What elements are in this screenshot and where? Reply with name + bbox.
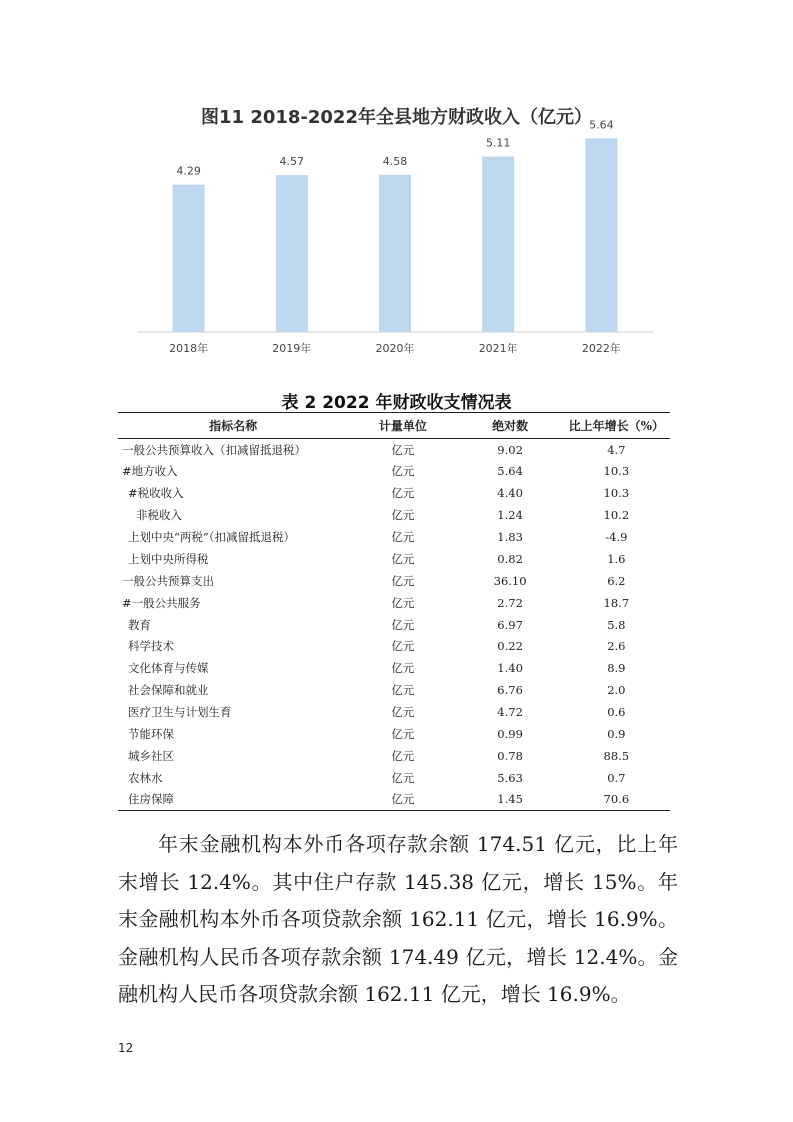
row-growth-cell: 8.9 — [607, 661, 626, 676]
row-growth-cell: 10.3 — [603, 464, 630, 479]
table-row — [118, 439, 670, 461]
row-unit-cell: 亿元 — [391, 595, 415, 610]
table-row — [118, 701, 670, 723]
row-value-cell: 0.22 — [497, 639, 523, 654]
finance-table — [118, 412, 670, 811]
row-name-cell: 一般公共预算支出 — [122, 573, 214, 588]
row-value-cell: 1.40 — [497, 661, 523, 676]
row-growth-cell: 10.3 — [603, 486, 630, 501]
row-growth-cell: 70.6 — [563, 789, 670, 811]
row-name-cell: 农林水 — [128, 770, 163, 785]
row-growth-cell: 4.7 — [607, 442, 626, 457]
row-name-cell: 上划中央所得税 — [128, 551, 209, 566]
row-name-cell: 一般公共预算收入（扣减留抵退税） — [122, 442, 306, 457]
row-unit-cell: 亿元 — [391, 705, 415, 720]
bar-4 — [585, 138, 617, 332]
row-name-cell: 上划中央“两税”（扣减留抵退税） — [128, 530, 296, 544]
row-name-cell: 社会保障和就业 — [128, 683, 209, 698]
bar-2 — [379, 175, 411, 332]
row-name-cell: 节能环保 — [128, 727, 174, 742]
row-growth-cell: 0.6 — [607, 705, 626, 720]
row-unit-cell: 亿元 — [391, 573, 415, 588]
row-value-cell: 1.24 — [497, 508, 523, 523]
row-growth-cell: 5.8 — [607, 617, 626, 632]
row-growth-cell: 2.6 — [607, 639, 626, 654]
x-tick-label: 2018年 — [169, 342, 209, 355]
table-row — [118, 570, 670, 592]
row-unit-cell: 亿元 — [391, 530, 415, 544]
row-value-cell: 5.63 — [497, 770, 523, 785]
table-row — [118, 614, 670, 636]
row-unit-cell: 亿元 — [348, 789, 457, 811]
row-unit-cell: 亿元 — [391, 508, 415, 523]
header-indicator-name: 指标名称 — [118, 413, 348, 439]
row-name-cell: 住房保障 — [118, 789, 348, 811]
row-value-cell: 1.83 — [497, 530, 523, 544]
data-label: 4.58 — [382, 154, 408, 168]
bar-1 — [276, 175, 308, 332]
row-value-cell: 4.40 — [497, 486, 523, 501]
row-name-cell: 教育 — [128, 617, 151, 632]
page-number: 12 — [118, 1041, 134, 1055]
table-header-row — [118, 413, 670, 439]
row-value-cell: 6.76 — [497, 683, 523, 698]
body-paragraph: 年末金融机构本外币各项存款余额 174.51 亿元，比上年末增长 12.4%。其中住户存款 145.38 亿元，增长 15%。年末金融机构本外币各项贷款余额 162.11 亿元，增长 16.9%。金融机构人民币各项存款余额 174.49 亿元，增长 12.4%。金融机构人民币各项贷款余额 162.11 亿元，增长 16.9%。 — [118, 832, 678, 1006]
row-value-cell: 5.64 — [497, 464, 523, 479]
table-row — [118, 789, 670, 811]
table-row — [118, 504, 670, 526]
row-name-cell: 文化体育与传媒 — [128, 661, 209, 676]
table-body — [118, 439, 670, 811]
row-value-cell: 0.82 — [497, 551, 523, 566]
row-value-cell: 9.02 — [497, 442, 523, 457]
x-tick-label: 2021年 — [478, 342, 518, 355]
table-row — [118, 548, 670, 570]
row-growth-cell: 10.2 — [603, 508, 630, 523]
row-name-cell: #地方收入 — [122, 464, 178, 479]
table-row — [118, 767, 670, 789]
bar-0 — [173, 185, 205, 332]
row-unit-cell: 亿元 — [391, 551, 415, 566]
table-row — [118, 460, 670, 482]
row-value-cell: 0.78 — [497, 748, 523, 763]
row-value-cell: 1.45 — [458, 789, 563, 811]
row-growth-cell: 6.2 — [607, 573, 626, 588]
row-growth-cell: 0.7 — [607, 770, 626, 785]
data-label: 4.29 — [176, 164, 201, 178]
x-tick-label: 2022年 — [581, 342, 621, 355]
row-value-cell: 36.10 — [493, 573, 527, 588]
row-unit-cell: 亿元 — [391, 770, 415, 785]
table-row — [118, 657, 670, 679]
chart-title: 图11 2018-2022年全县地方财政收入（亿元） — [201, 107, 592, 128]
bar-3 — [482, 157, 514, 332]
table-row — [118, 636, 670, 658]
row-name-cell: 非税收入 — [136, 508, 182, 523]
data-label: 4.57 — [279, 155, 305, 169]
table-row — [118, 745, 670, 767]
row-growth-cell: 1.6 — [607, 551, 626, 566]
row-unit-cell: 亿元 — [391, 748, 415, 763]
row-name-cell: 科学技术 — [128, 639, 174, 654]
row-growth-cell: 0.9 — [607, 727, 626, 742]
table-row — [118, 679, 670, 701]
header-growth: 比上年增长（%） — [563, 413, 670, 439]
row-name-cell: 城乡社区 — [128, 748, 174, 763]
row-value-cell: 2.72 — [497, 595, 523, 610]
table-row — [118, 592, 670, 614]
header-unit: 计量单位 — [348, 413, 457, 439]
row-value-cell: 0.99 — [497, 727, 523, 742]
bar-chart — [0, 0, 793, 380]
row-growth-cell: 88.5 — [603, 748, 630, 763]
table-row — [118, 526, 670, 548]
row-unit-cell: 亿元 — [391, 639, 415, 654]
row-unit-cell: 亿元 — [391, 661, 415, 676]
header-absolute-value: 绝对数 — [458, 413, 563, 439]
x-tick-label: 2020年 — [375, 342, 415, 355]
row-unit-cell: 亿元 — [391, 464, 415, 479]
row-name-cell: 医疗卫生与计划生育 — [128, 705, 232, 720]
x-tick-label: 2019年 — [272, 342, 312, 355]
table-row — [118, 723, 670, 745]
row-growth-cell: -4.9 — [605, 530, 628, 544]
data-label: 5.64 — [589, 118, 614, 132]
row-name-cell: #一般公共服务 — [122, 595, 201, 610]
row-unit-cell: 亿元 — [391, 727, 415, 742]
data-label: 5.11 — [485, 136, 511, 150]
row-growth-cell: 18.7 — [603, 595, 630, 610]
table-row — [118, 482, 670, 504]
table-title: 表 2 2022 年财政收支情况表 — [281, 393, 512, 413]
row-unit-cell: 亿元 — [391, 683, 415, 698]
row-unit-cell: 亿元 — [391, 617, 415, 632]
row-name-cell: #税收收入 — [128, 486, 184, 501]
row-unit-cell: 亿元 — [391, 486, 415, 501]
row-value-cell: 6.97 — [497, 617, 523, 632]
row-unit-cell: 亿元 — [391, 442, 415, 457]
row-value-cell: 4.72 — [497, 705, 523, 720]
row-growth-cell: 2.0 — [607, 683, 626, 698]
